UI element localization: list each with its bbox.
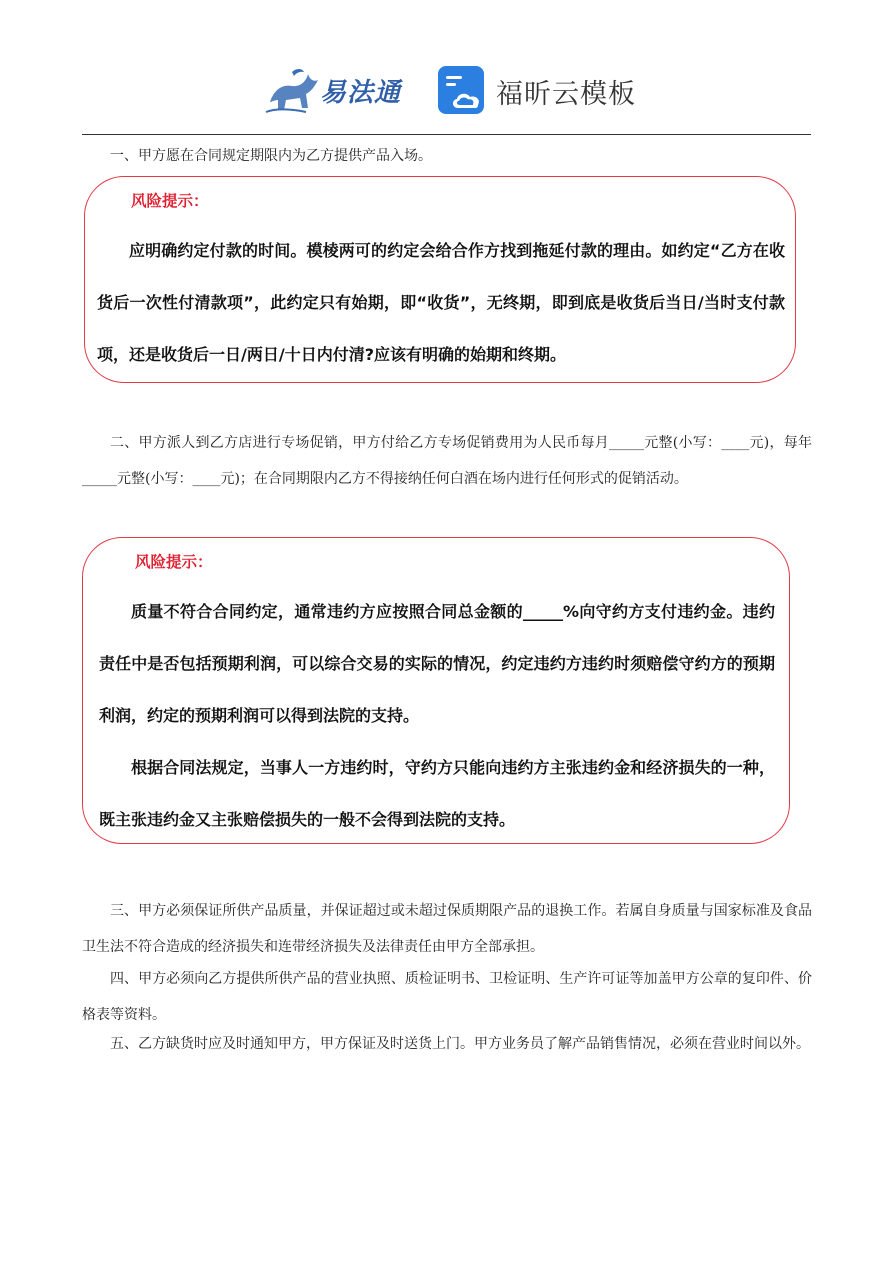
risk-notice-1 (84, 176, 796, 383)
clause-5: 五、乙方缺货时应及时通知甲方，甲方保证及时送货上门。甲方业务员了解产品销售情况，必须在营业时间以外。 (110, 1036, 810, 1052)
yifatong-logo-text: 易法通 (320, 78, 402, 108)
risk-notice-2-text-2: 根据合同法规定，当事人一方违约时，守约方只能向违约方主张违约金和经济损失的一种，既主张违约金又主张赔偿损失的一般不会得到法院的支持。 (99, 758, 775, 829)
risk-notice-2 (82, 537, 790, 844)
clause-2: 二、甲方派人到乙方店进行专场促销，甲方付给乙方专场促销费用为人民币每月_____元整(小写：____元)，每年_____元整(小写：____元)；在合同期限内乙方不得接纳任何白酒在场内进行任何形式的促销活动。 (82, 435, 812, 487)
risk-notice-2-title: 风险提示： (135, 553, 213, 571)
clause-3: 三、甲方必须保证所供产品质量，并保证超过或未超过保质期限产品的退换工作。若属自身质量与国家标准及食品卫生法不符合造成的经济损失和连带经济损失及法律责任由甲方全部承担。 (82, 903, 812, 955)
risk-notice-1-body (97, 225, 785, 381)
fuxin-logo-text: 福昕云模板 (496, 79, 636, 110)
header-divider (82, 134, 811, 135)
risk-notice-1-title: 风险提示： (131, 192, 209, 210)
clause-4: 四、甲方必须向乙方提供所供产品的营业执照、质检证明书、卫检证明、生产许可证等加盖甲方公章的复印件、价格表等资料。 (82, 971, 812, 1023)
cloud-document-icon (436, 64, 488, 116)
page-header (0, 60, 893, 122)
risk-notice-2-text-1: 质量不符合合同约定，通常违约方应按照合同总金额的_____%向守约方支付违约金。违约责任中是否包括预期利润，可以综合交易的实际的情况，约定违约方违约时须赔偿守约方的预期利润，约定的预期利润可以得到法院的支持。 (99, 602, 775, 725)
qilin-icon (262, 62, 322, 118)
fuxin-logo (436, 64, 636, 116)
clause-1: 一、甲方愿在合同规定期限内为乙方提供产品入场。 (110, 148, 432, 164)
risk-notice-1-text: 应明确约定付款的时间。模棱两可的约定会给合作方找到拖延付款的理由。如约定“乙方在收货后一次性付清款项”，此约定只有始期，即“收货”，无终期，即到底是收货后当日/当时支付款项，还是收货后一日/两日/十日内付清?应该有明确的始期和终期。 (97, 241, 785, 364)
risk-notice-2-body (99, 586, 775, 846)
yifatong-logo (262, 62, 412, 118)
